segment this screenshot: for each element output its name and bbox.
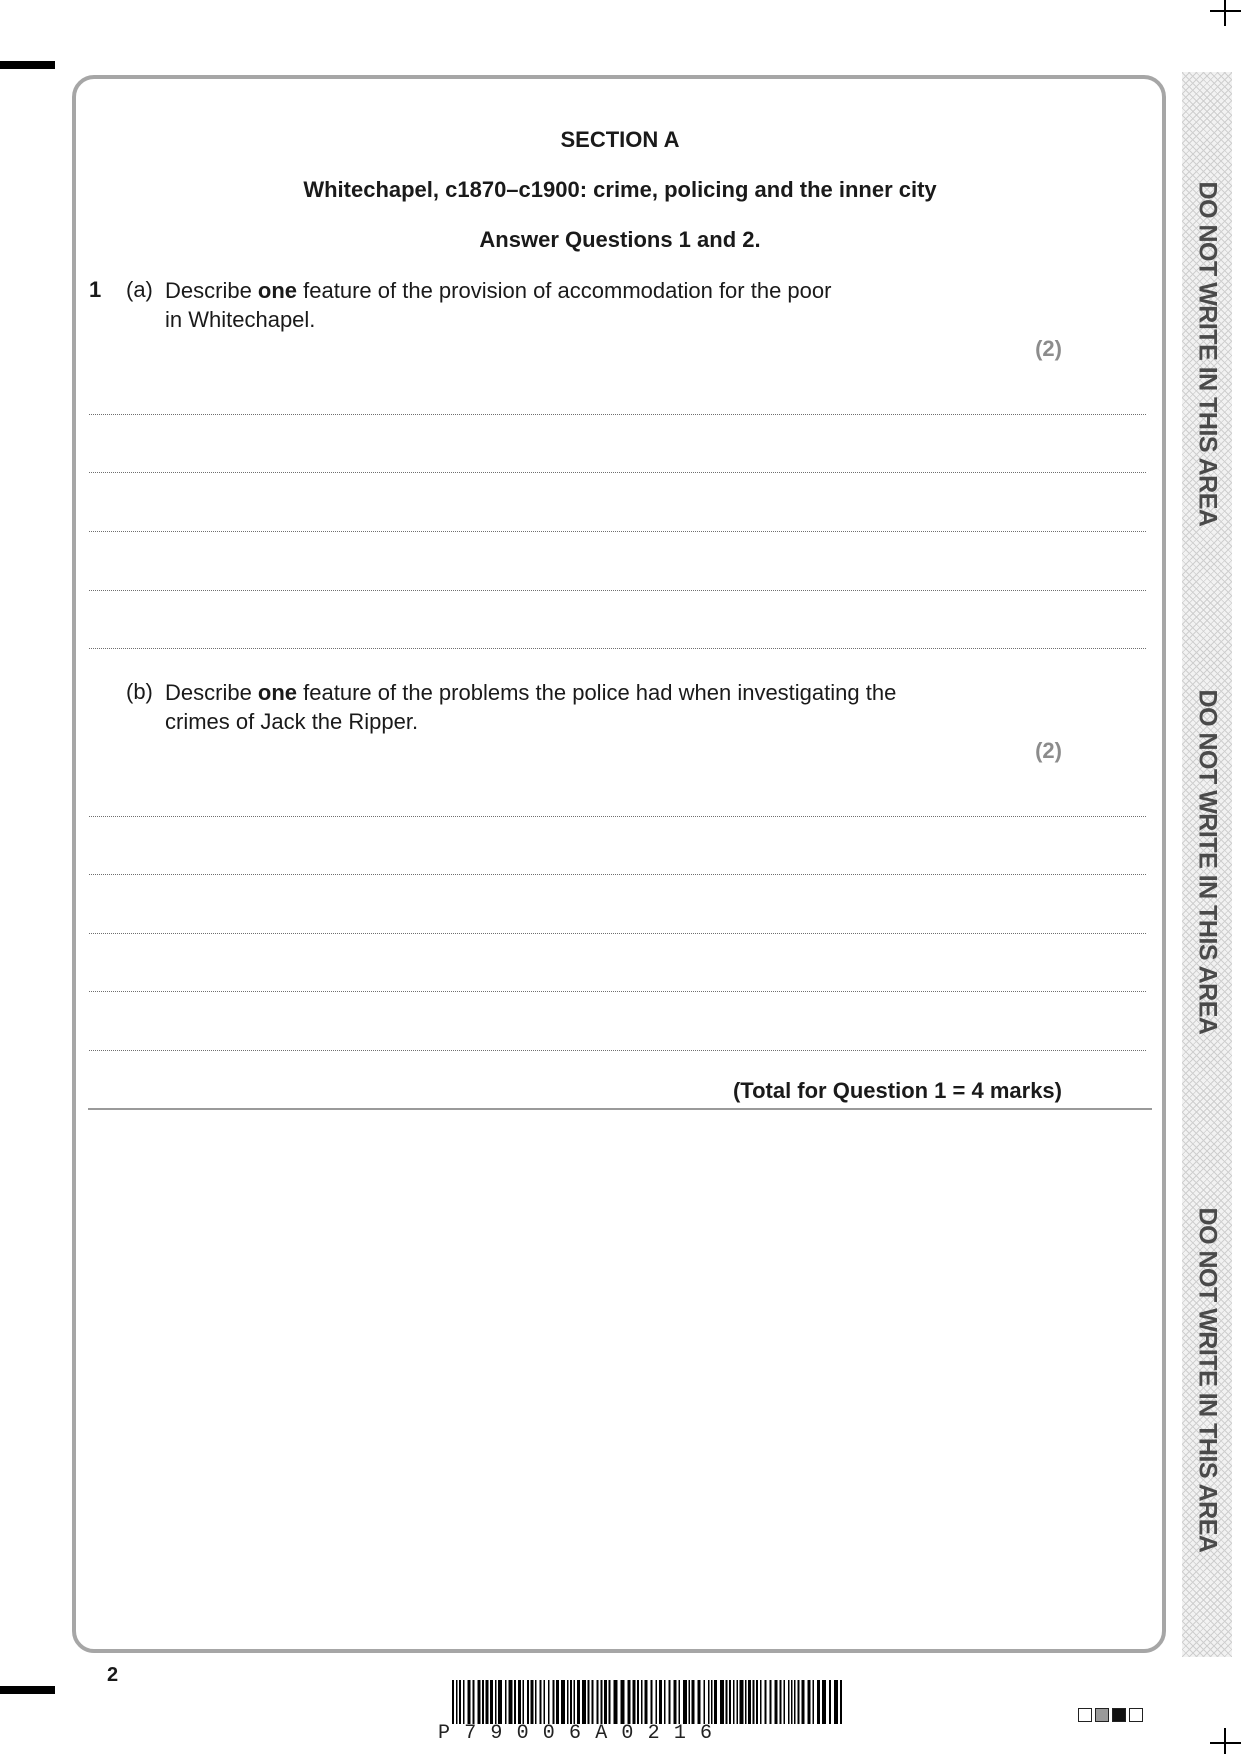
page-number: 2 xyxy=(107,1664,119,1686)
answer-line[interactable] xyxy=(89,472,1146,473)
barcode-bar xyxy=(518,1680,521,1724)
barcode-text: P79006A0216 xyxy=(438,1722,727,1745)
barcode-bar xyxy=(729,1680,731,1724)
barcode-bar xyxy=(621,1680,625,1724)
barcode-bar xyxy=(553,1680,555,1724)
barcode-bar xyxy=(523,1680,525,1724)
barcode-bar xyxy=(794,1680,796,1724)
barcode-bar xyxy=(468,1680,471,1724)
barcode-bar xyxy=(498,1680,502,1724)
barcode-bar xyxy=(490,1680,493,1724)
barcode-bar xyxy=(829,1680,831,1724)
answer-line[interactable] xyxy=(89,590,1146,591)
barcode-bar xyxy=(756,1680,758,1724)
barcode-bar xyxy=(692,1680,695,1724)
barcode-bar xyxy=(656,1680,658,1724)
barcode-bar xyxy=(808,1680,811,1724)
barcode-bar xyxy=(540,1680,542,1724)
barcode-bar xyxy=(679,1680,681,1724)
barcode-bar xyxy=(535,1680,537,1724)
indicator-square xyxy=(1078,1708,1092,1722)
barcode-bar xyxy=(669,1680,671,1724)
barcode-bar xyxy=(834,1680,838,1724)
crop-mark-bottom-left xyxy=(0,1686,55,1694)
barcode-bar xyxy=(840,1680,842,1724)
part-b-label: (b) xyxy=(126,679,153,704)
answer-line[interactable] xyxy=(89,933,1146,934)
barcode-bar xyxy=(704,1680,706,1724)
barcode-bar xyxy=(720,1680,724,1724)
section-topic: Whitechapel, c1870–c1900: crime, policing and the inner city xyxy=(303,177,937,202)
crop-mark-top-left xyxy=(0,61,55,69)
barcode-bar xyxy=(495,1680,497,1724)
indicator-square xyxy=(1112,1708,1126,1722)
barcode-bar xyxy=(714,1680,717,1724)
answer-line[interactable] xyxy=(89,874,1146,875)
barcode-bar xyxy=(788,1680,790,1724)
barcode-bar xyxy=(556,1680,559,1724)
indicator-square xyxy=(1095,1708,1109,1722)
barcode-bar xyxy=(791,1680,793,1724)
barcode-bar xyxy=(784,1680,786,1724)
crop-mark-bottom-right-v xyxy=(1224,1728,1226,1754)
answer-line[interactable] xyxy=(89,991,1146,992)
barcode-bar xyxy=(614,1680,618,1724)
part-b-marks: (2) xyxy=(1035,738,1062,763)
answer-line[interactable] xyxy=(89,648,1146,649)
part-b-text: Describe one feature of the problems the police had when investigating the crimes of Jack the Ripper. xyxy=(165,680,897,734)
crop-mark-top-right-v xyxy=(1224,0,1226,26)
barcode-bar xyxy=(473,1680,475,1724)
part-a-label: (a) xyxy=(126,277,153,302)
barcode-bar xyxy=(577,1680,580,1724)
barcode-bar xyxy=(582,1680,586,1724)
barcode-bar xyxy=(456,1680,458,1724)
barcode-bar xyxy=(698,1680,701,1724)
barcode-bar xyxy=(514,1680,516,1724)
barcode-bar xyxy=(664,1680,666,1724)
barcode-bar xyxy=(740,1680,744,1724)
page-indicator xyxy=(1078,1708,1143,1722)
barcode-bar xyxy=(561,1680,565,1724)
barcode-bar xyxy=(588,1680,590,1724)
barcode-bar xyxy=(813,1680,815,1724)
barcode-bar xyxy=(733,1680,735,1724)
barcode-bar xyxy=(601,1680,603,1724)
part-a-marks: (2) xyxy=(1035,336,1062,361)
barcode-bar xyxy=(531,1680,534,1724)
barcode-bar xyxy=(628,1680,631,1724)
barcode-bar xyxy=(760,1680,762,1724)
answer-line[interactable] xyxy=(89,414,1146,415)
barcode-bar xyxy=(570,1680,572,1724)
barcode-bar xyxy=(452,1680,454,1724)
barcode-bar xyxy=(505,1680,507,1724)
barcode-bar xyxy=(745,1680,747,1724)
section-instruction: Answer Questions 1 and 2. xyxy=(479,227,761,252)
barcode-bar xyxy=(574,1680,576,1724)
barcode-bar xyxy=(637,1680,639,1724)
barcode-bar xyxy=(726,1680,728,1724)
barcode-bar xyxy=(659,1680,662,1724)
barcode-bar xyxy=(527,1680,529,1724)
barcode-bar xyxy=(822,1680,826,1724)
question-number: 1 xyxy=(89,277,102,302)
barcode xyxy=(452,1680,844,1724)
barcode-bar xyxy=(509,1680,513,1724)
barcode-bar xyxy=(780,1680,782,1724)
part-a-text: Describe one feature of the provision of accommodation for the poor in Whitechapel. xyxy=(165,278,832,332)
section-heading: SECTION A xyxy=(560,127,680,152)
barcode-bar xyxy=(798,1680,800,1724)
barcode-bar xyxy=(641,1680,643,1724)
barcode-bar xyxy=(604,1680,607,1724)
barcode-bar xyxy=(486,1680,489,1724)
indicator-square xyxy=(1129,1708,1143,1722)
barcode-bar xyxy=(817,1680,820,1724)
barcode-bar xyxy=(651,1680,653,1724)
barcode-bar xyxy=(463,1680,465,1724)
barcode-bar xyxy=(544,1680,546,1724)
total-rule xyxy=(88,1108,1152,1110)
barcode-bar xyxy=(482,1680,484,1724)
barcode-bar xyxy=(753,1680,755,1724)
answer-line[interactable] xyxy=(89,1050,1146,1051)
barcode-bar xyxy=(592,1680,594,1724)
barcode-bar xyxy=(689,1680,691,1724)
answer-line[interactable] xyxy=(89,816,1146,817)
barcode-bar xyxy=(459,1680,461,1724)
barcode-bar xyxy=(674,1680,677,1724)
barcode-bar xyxy=(609,1680,611,1724)
question-total: (Total for Question 1 = 4 marks) xyxy=(732,1078,1062,1103)
barcode-bar xyxy=(567,1680,569,1724)
barcode-bar xyxy=(775,1680,778,1724)
barcode-bar xyxy=(478,1680,481,1724)
barcode-bar xyxy=(711,1680,713,1724)
barcode-bar xyxy=(737,1680,739,1724)
barcode-bar xyxy=(802,1680,805,1724)
barcode-bar xyxy=(645,1680,648,1724)
barcode-bar xyxy=(548,1680,550,1724)
barcode-bar xyxy=(708,1680,710,1724)
barcode-bar xyxy=(683,1680,687,1724)
barcode-bar xyxy=(765,1680,767,1724)
barcode-bar xyxy=(770,1680,772,1724)
barcode-bar xyxy=(633,1680,636,1724)
answer-line[interactable] xyxy=(89,531,1146,532)
barcode-bar xyxy=(748,1680,751,1724)
barcode-bar xyxy=(597,1680,599,1724)
